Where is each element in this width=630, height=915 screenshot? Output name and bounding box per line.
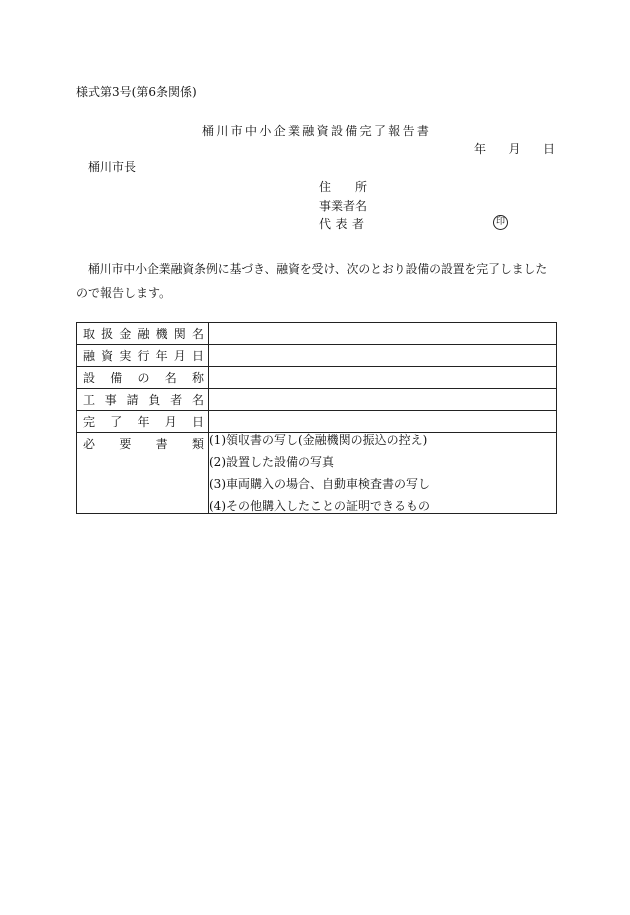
- row-label-loan-date: 融 資 実 行 年 月 日: [77, 345, 209, 367]
- title-char: 融: [302, 124, 315, 138]
- list-item: (3)車両購入の場合、自動車検査書の写し: [209, 477, 430, 491]
- table-row: [77, 345, 557, 367]
- title-char: 資: [316, 124, 329, 138]
- title-char: 市: [230, 124, 243, 138]
- title-char: 了: [373, 124, 386, 138]
- row-value-lender[interactable]: [209, 323, 557, 345]
- row-value-loan-date[interactable]: [209, 345, 557, 367]
- title-char: 桶: [202, 124, 215, 138]
- table-row: [77, 323, 557, 345]
- form-number: 様式第3号(第6条関係): [76, 85, 197, 99]
- row-label-required-documents: 必 要 書 類: [77, 433, 209, 514]
- table-row: [77, 411, 557, 433]
- title-char: 川: [216, 124, 229, 138]
- list-item: (1)領収書の写し(金融機関の振込の控え): [209, 433, 428, 447]
- row-value-contractor[interactable]: [209, 389, 557, 411]
- table-row: [77, 389, 557, 411]
- address-label: 住 所: [319, 180, 367, 194]
- body-text-line-2: ので報告します。: [76, 286, 172, 300]
- date-day: 日: [542, 142, 555, 156]
- row-value-completion-date[interactable]: [209, 411, 557, 433]
- title-char: 中: [244, 124, 257, 138]
- title-char: 完: [359, 124, 372, 138]
- required-documents-list: [209, 433, 557, 514]
- body-text-line-1: 桶川市中小企業融資条例に基づき、融資を受け、次のとおり設備の設置を完了しました: [88, 262, 548, 276]
- list-item: (2)設置した設備の写真: [209, 455, 334, 469]
- title-char: 業: [287, 124, 300, 138]
- date-line: [474, 142, 555, 156]
- business-name-label: 事業者名: [319, 199, 368, 213]
- report-table: [76, 322, 557, 514]
- title-char: 告: [402, 124, 415, 138]
- title-char: 報: [388, 124, 401, 138]
- addressee: 桶川市長: [88, 160, 137, 174]
- representative-label: 代 表 者: [319, 217, 364, 231]
- title-char: 小: [259, 124, 272, 138]
- row-label-lender: 取 扱 金 融 機 関 名: [77, 323, 209, 345]
- title-char: 企: [273, 124, 286, 138]
- table-row: [77, 367, 557, 389]
- title-char: 設: [330, 124, 343, 138]
- seal-mark-icon: 印: [493, 215, 508, 230]
- table-row: [77, 433, 557, 514]
- row-label-equipment-name: 設 備 の 名 称: [77, 367, 209, 389]
- document-title: [202, 124, 429, 138]
- row-label-contractor: 工 事 請 負 者 名: [77, 389, 209, 411]
- list-item: (4)その他購入したことの証明できるもの: [209, 499, 430, 513]
- date-month: 月: [508, 142, 521, 156]
- title-char: 書: [416, 124, 429, 138]
- row-label-completion-date: 完 了 年 月 日: [77, 411, 209, 433]
- date-year: 年: [474, 142, 487, 156]
- title-char: 備: [345, 124, 358, 138]
- row-value-equipment-name[interactable]: [209, 367, 557, 389]
